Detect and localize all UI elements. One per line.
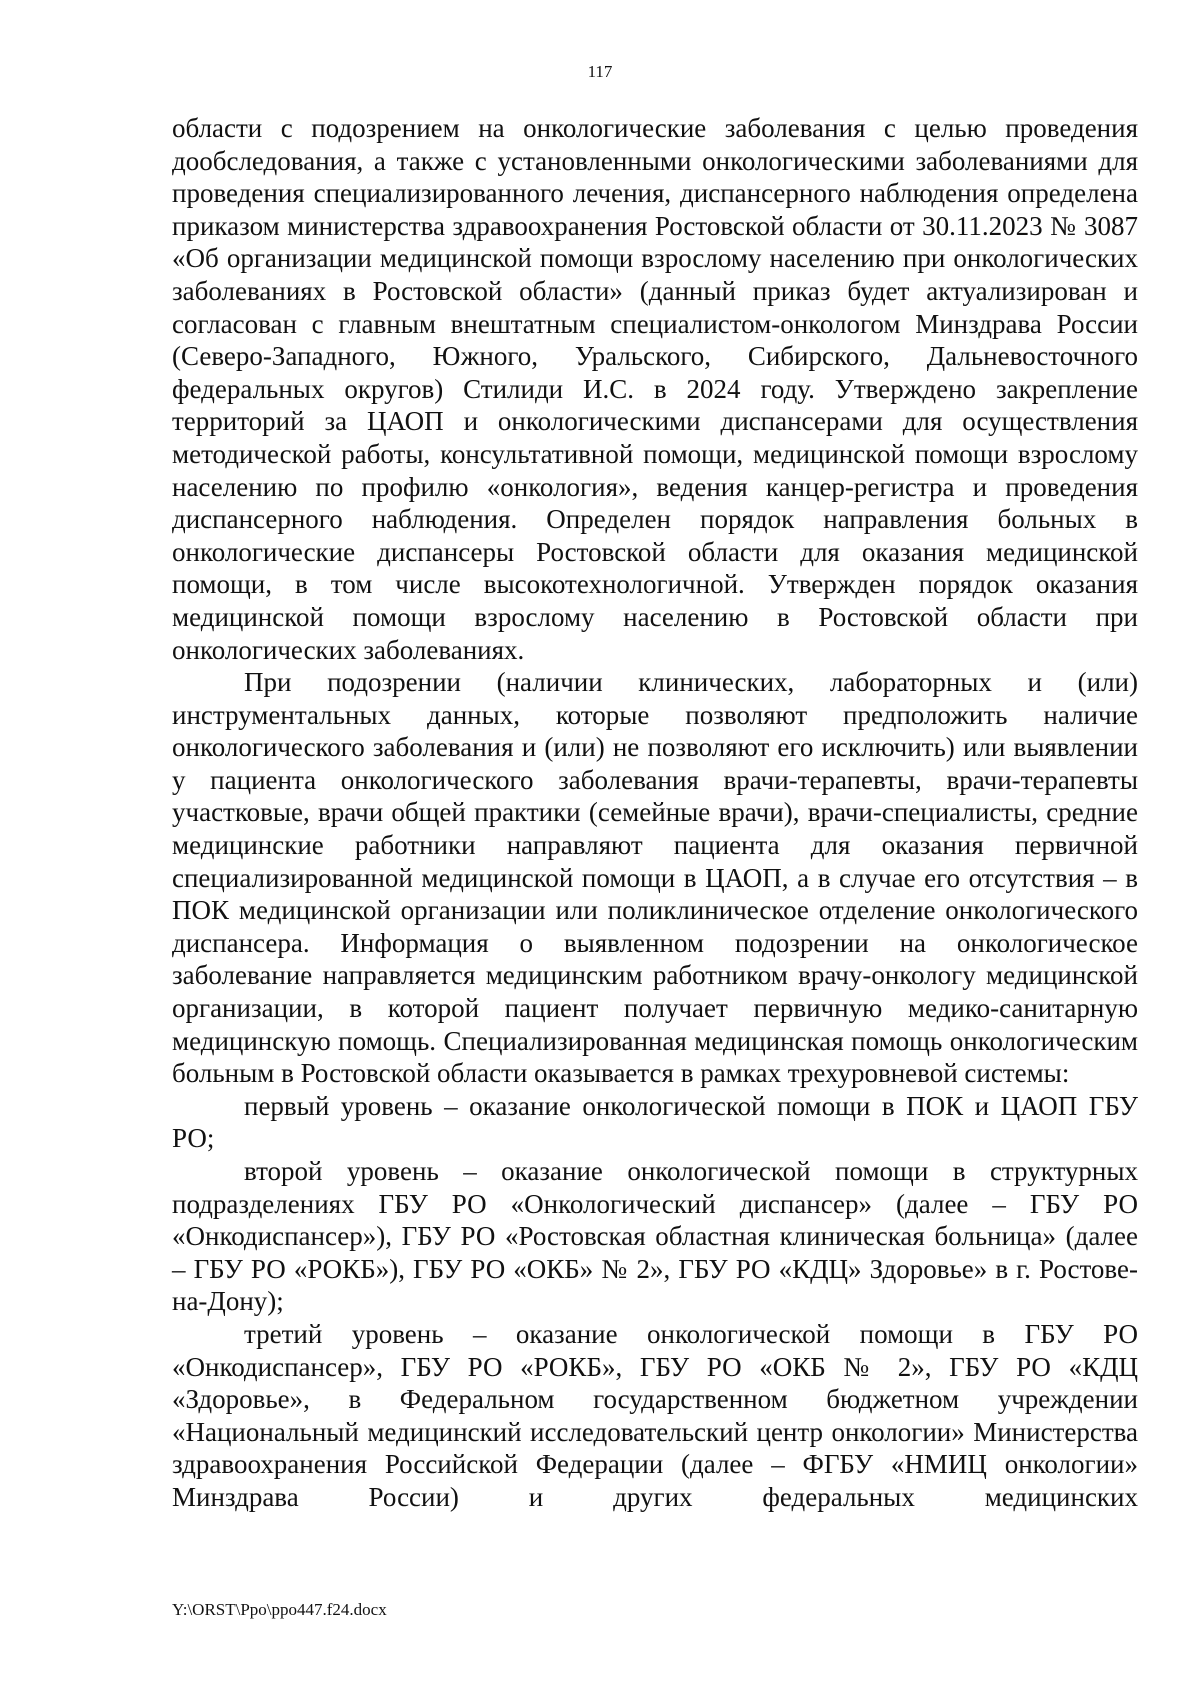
footer-file-path: Y:\ORST\Ppo\ppo447.f24.docx — [172, 1600, 387, 1619]
paragraph-continuation: области с подозрением на онкологические заболевания с целью проведения дообследования, а также с установленными онкологическими заболеваниями для проведения специализированного лечения, диспансерного наблюдения определена приказом министерства здравоохранения Ростовской области от 30.11.2023 № 3087 «Об организации медицинской помощи взрослому населению при онкологических заболеваниях в Ростовской области» (данный приказ будет актуализирован и согласован с главным внештатным специалистом-онкологом Минздрава России (Северо-Западного, Южного, Уральского, Сибирского, Дальневосточного федеральных округов) Стилиди И.С. в 2024 году. Утверждено закрепление территорий за ЦАОП и онкологическими диспансерами для осуществления методической работы, консультативной помощи, медицинской помощи взрослому населению по профилю «онкология», ведения канцер-регистра и проведения диспансерного наблюдения. Определен порядок направления больных в онкологические диспансеры Ростовской области для оказания медицинской помощи, в том числе высокотехнологичной. Утвержден порядок оказания медицинской помощи взрослому населению в Ростовской области при онкологических заболеваниях. — [172, 113, 1138, 665]
paragraph-referral: При подозрении (наличии клинических, лабораторных и (или) инструментальных данных, которые позволяют предположить наличие онкологического заболевания и (или) не позволяют его исключить) или выявлении у пациента онкологического заболевания врачи-терапевты, врачи-терапевты участковые, врачи общей практики (семейные врачи), врачи-специалисты, средние медицинские работники направляют пациента для оказания первичной специализированной медицинской помощи в ЦАОП, а в случае его отсутствия – в ПОК медицинской организации или поликлиническое отделение онкологического диспансера. Информация о выявленном подозрении на онкологическое заболевание направляется медицинским работником врачу-онкологу медицинской организации, в которой пациент получает первичную медико-санитарную медицинскую помощь. Специализированная медицинская помощь онкологическим больным в Ростовской области оказывается в рамках трехуровневой системы: — [172, 667, 1138, 1089]
paragraph-level-two: второй уровень – оказание онкологической помощи в структурных подразделениях ГБУ РО «Онкологический диспансер» (далее – ГБУ РО «Онкодиспансер»), ГБУ РО «Ростовская областная клиническая больница» (далее – ГБУ РО «РОКБ»), ГБУ РО «ОКБ» № 2», ГБУ РО «КДЦ» Здоровье» в г. Ростове-на-Дону); — [172, 1156, 1138, 1317]
page-number: 117 — [587, 62, 613, 81]
paragraph-level-one: первый уровень – оказание онкологической помощи в ПОК и ЦАОП ГБУ РО; — [172, 1090, 1138, 1154]
paragraph-level-three: третий уровень – оказание онкологической помощи в ГБУ РО «Онкодиспансер», ГБУ РО «РОКБ», ГБУ РО «ОКБ № 2», ГБУ РО «КДЦ «Здоровье», в Федеральном государственном бюджетном учреждении «Национальный медицинский исследовательский центр онкологии» Министерства здравоохранения Российской Федерации (далее – ФГБУ «НМИЦ онкологии» Минздрава России) и других федеральных медицинских — [172, 1318, 1138, 1512]
document-body — [172, 112, 1138, 1514]
